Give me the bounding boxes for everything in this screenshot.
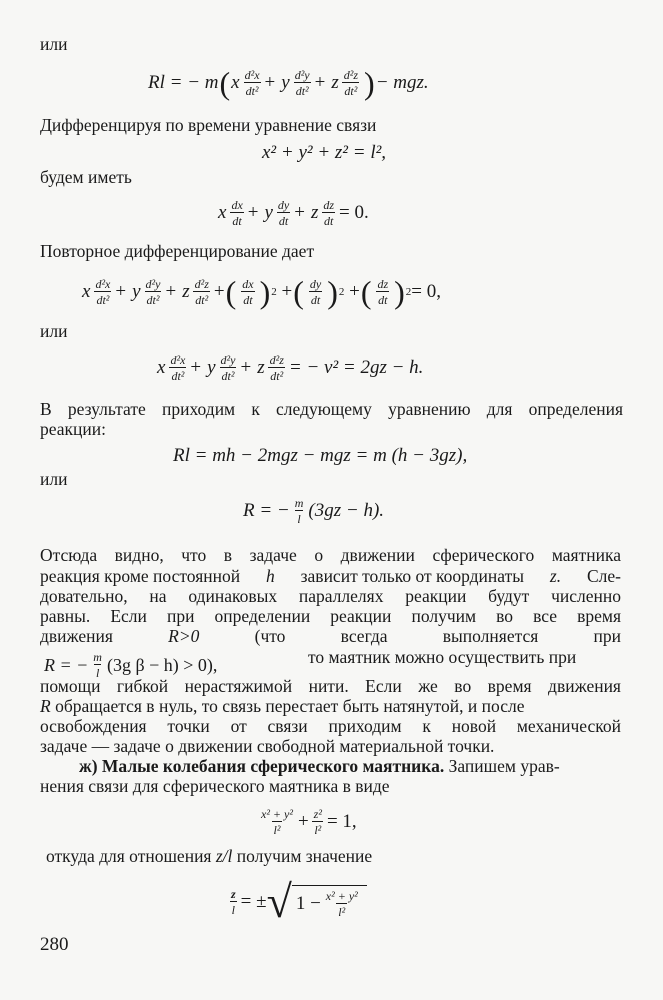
otsyuda-5f: при: [593, 626, 621, 646]
eq7-tail: (3gz − h).: [308, 500, 385, 521]
page-number: 280: [40, 934, 69, 955]
equation-first-derivative: x $\frac{dx}{dt}$ + y $\frac{dy}{dt}$ + z $\frac{dz}{dt}$ = 0.: [218, 198, 369, 228]
inline-lhs: R = −: [44, 654, 89, 675]
text-diff-intro: Дифференцируя по времени уравнение связи: [40, 115, 377, 135]
eq3-tail: = 0.: [339, 202, 369, 223]
otkuda-b: получим значение: [236, 846, 373, 866]
text-otsyuda-5: [40, 625, 621, 647]
eq6-text: Rl = mh − 2mgz − mgz = m (h − 3gz),: [173, 445, 468, 466]
inline-tail: (3g β − h) > 0),: [106, 654, 218, 675]
otsyuda-5a: движения: [40, 626, 113, 646]
otsyuda-8b: обращается в нуль, то связь перестает быть натянутой, и после: [55, 696, 525, 716]
text-ili-2: или: [40, 321, 68, 341]
otsyuda-8a: R: [40, 696, 51, 716]
text-rezultat-2: реакции:: [40, 419, 106, 439]
text-budem: будем иметь: [40, 167, 132, 187]
eq1-lhs: Rl = − m: [148, 72, 219, 93]
equation-second-derivative: x $\frac{\text{d²x}}{\text{dt²}}$ + y $\frac{\text{d²y}}{\text{dt²}}$ + z $\frac{\text{d²z}}{\text{dt²}}$ + ( $\frac{dx}{dt}$ ) 2 + ( $\frac{dy}{dt}$ ) 2 + ( $\frac{dz}{dt}$ ) 2 = 0,: [82, 274, 442, 310]
text-otsyuda-9: освобождения точки от связи приходим к новой механической: [40, 716, 621, 736]
otsyuda-2-h: h: [265, 566, 275, 586]
equation-sphere: $\frac{\text{x² + y²}}{\text{l²}}$ + $\frac{\text{z²}}{\text{l²}}$ = 1,: [261, 807, 357, 837]
eq5-tail: = − v² = 2gz − h.: [288, 357, 424, 378]
otkuda-zl: z/l: [215, 846, 233, 866]
text-otsyuda-3: довательно, на одинаковых параллелях реакции будут численно: [40, 586, 621, 606]
otsyuda-2c: Сле-: [586, 566, 621, 586]
otsyuda-2a: реакция кроме постоянной: [40, 566, 241, 586]
equation-constraint: [262, 140, 386, 166]
text-ili-1: или: [40, 34, 68, 54]
text-otsyuda-1: Отсюда видно, что в задаче о движении сферического маятника: [40, 545, 621, 565]
text-otsyuda-7: помощи гибкой нерастяжимой нити. Если же во время движения: [40, 676, 621, 696]
text-rezultat-1: В результате приходим к следующему уравнению для определения: [40, 399, 623, 419]
otsyuda-5b: R>0: [168, 626, 200, 646]
text-povtornoe: Повторное дифференцирование дает: [40, 241, 315, 261]
text-otsyuda-8: [40, 695, 621, 717]
otsyuda-5d: всегда: [340, 626, 388, 646]
equation-reaction-1: Rl = − m ( x $\frac{\text{d²x}}{\text{dt²}}$ + y $\frac{\text{d²y}}{\text{dt²}}$ + z $\frac{\text{d²z}}{\text{dt²}}$ ) − mgz.: [148, 65, 429, 101]
equation-reaction-2: [173, 442, 467, 470]
otsyuda-2b: зависит только от координаты: [300, 566, 525, 586]
eq2-text: x² + y² + z² = l²,: [262, 142, 387, 163]
otsyuda-2-z: z.: [549, 566, 562, 586]
eq9-one: 1 −: [295, 893, 321, 914]
section-tail: Запишем урав-: [448, 756, 560, 776]
section-label: ж) Малые колебания сферического маятника.: [79, 756, 445, 776]
equation-ratio: $\frac{z}{l}$ = ± √ 1 − $\frac{\text{x² + y²}}{\text{l²}}$: [226, 874, 367, 930]
otsyuda-5c: (что: [254, 626, 286, 646]
equation-velocity: x $\frac{\text{d²x}}{\text{dt²}}$ + y $\frac{\text{d²y}}{\text{dt²}}$ + z $\frac{\text{d²z}}{\text{dt²}}$ = − v² = 2gz − h.: [157, 353, 424, 383]
text-otsyuda-2: [40, 565, 621, 587]
otkuda-a: откуда для отношения: [46, 846, 212, 866]
eq9-lhs: = ±: [240, 891, 267, 912]
text-otsyuda-4: равны. Если при определении реакции получим во все время: [40, 606, 621, 626]
eq1-tail: − mgz.: [375, 72, 429, 93]
text-otkuda: [46, 845, 372, 867]
eq4-tail: = 0,: [411, 281, 442, 302]
section-heading: [79, 755, 560, 777]
equation-reaction-3: R = − $\frac{m}{l}$ (3gz − h).: [243, 496, 385, 526]
text-otsyuda-10: задаче — задаче о движении свободной материальной точки.: [40, 736, 495, 756]
text-otsyuda-6-tail: то маятник можно осуществить при: [308, 647, 577, 667]
text-ili-3: или: [40, 469, 68, 489]
eq7-lhs: R = −: [243, 500, 290, 521]
eq8-tail: = 1,: [326, 811, 357, 832]
text-otsyuda-6-inline-eq: R = − $\frac{m}{l}$ (3g β − h) > 0),: [44, 650, 218, 680]
otsyuda-5e: выполняется: [442, 626, 539, 646]
sqrt-symbol: √: [266, 876, 292, 927]
text-section-2: нения связи для сферического маятника в виде: [40, 776, 390, 796]
